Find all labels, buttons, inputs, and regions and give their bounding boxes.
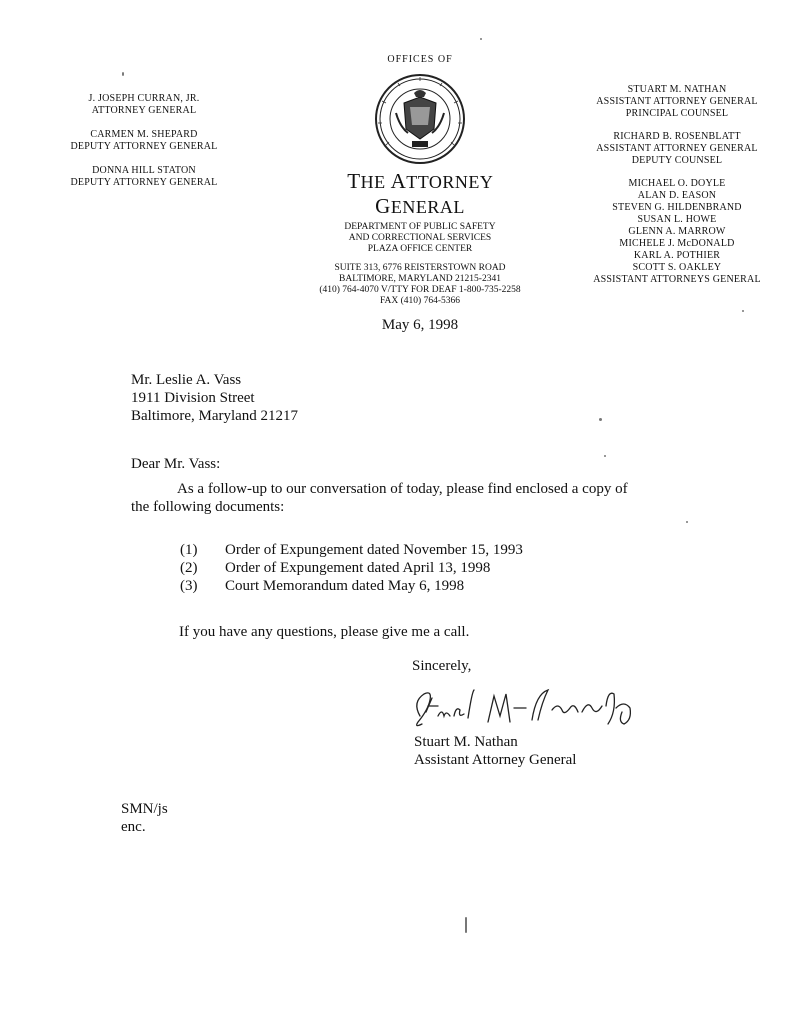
scan-speck — [465, 917, 467, 933]
salutation: Dear Mr. Vass: — [131, 456, 221, 472]
staff-entry: J. JOSEPH CURRAN, JR. ATTORNEY GENERAL — [88, 93, 200, 116]
signer-block: Stuart M. Nathan Assistant Attorney General — [414, 734, 577, 768]
state-seal-icon — [374, 73, 466, 165]
staff-entry: RICHARD B. ROSENBLATT ASSISTANT ATTORNEY GENERAL DEPUTY COUNSEL — [596, 131, 758, 166]
list-item: (1) Order of Expungement dated November 15, 1993 — [180, 542, 523, 558]
reference-initials: SMN/js enc. — [121, 801, 168, 835]
list-item: (2) Order of Expungement dated April 13, 1998 — [180, 560, 491, 576]
staff-entry: STUART M. NATHAN ASSISTANT ATTORNEY GENERAL PRINCIPAL COUNSEL — [596, 84, 758, 119]
document-list — [180, 541, 523, 595]
scan-speck — [686, 521, 688, 523]
closing-question: If you have any questions, please give me a call. — [179, 624, 470, 640]
scan-speck — [480, 38, 482, 40]
right-staff-list — [586, 84, 768, 297]
department-address: DEPARTMENT OF PUBLIC SAFETY AND CORRECTIONAL SERVICES PLAZA OFFICE CENTER — [344, 222, 496, 254]
offices-of-label: OFFICES OF — [387, 54, 453, 65]
scan-speck — [599, 418, 602, 421]
handwritten-signature — [402, 672, 652, 742]
left-staff-list — [62, 93, 226, 201]
staff-entry: MICHAEL O. DOYLE ALAN D. EASON STEVEN G. HILDENBRAND SUSAN L. HOWE GLENN A. MARROW MICHELE J. McDONALD KARL A. POTHIER SCOTT S. OAKLEY ASSISTANT ATTORNEYS GENERAL — [593, 178, 761, 285]
scan-speck — [604, 455, 606, 457]
office-contact: SUITE 313, 6776 REISTERSTOWN ROAD BALTIMORE, MARYLAND 21215-2341 (410) 764-4070 V/TTY FOR DEAF 1-800-735-2258 FAX (410) 764-5366 — [319, 263, 521, 306]
letterhead — [300, 54, 540, 334]
body-paragraph: As a follow-up to our conversation of today, please find enclosed a copy of the following documents: — [131, 481, 628, 515]
recipient-address: Mr. Leslie A. Vass 1911 Division Street Baltimore, Maryland 21217 — [131, 372, 299, 424]
scan-speck — [742, 310, 744, 312]
staff-entry: DONNA HILL STATON DEPUTY ATTORNEY GENERAL — [70, 165, 218, 188]
scan-speck — [122, 72, 124, 76]
office-title: THE ATTORNEY GENERAL — [347, 169, 493, 218]
list-item: (3) Court Memorandum dated May 6, 1998 — [180, 578, 465, 594]
staff-entry: CARMEN M. SHEPARD DEPUTY ATTORNEY GENERAL — [70, 129, 218, 152]
sincerely: Sincerely, — [412, 658, 472, 674]
letter-date: May 6, 1998 — [381, 317, 459, 333]
